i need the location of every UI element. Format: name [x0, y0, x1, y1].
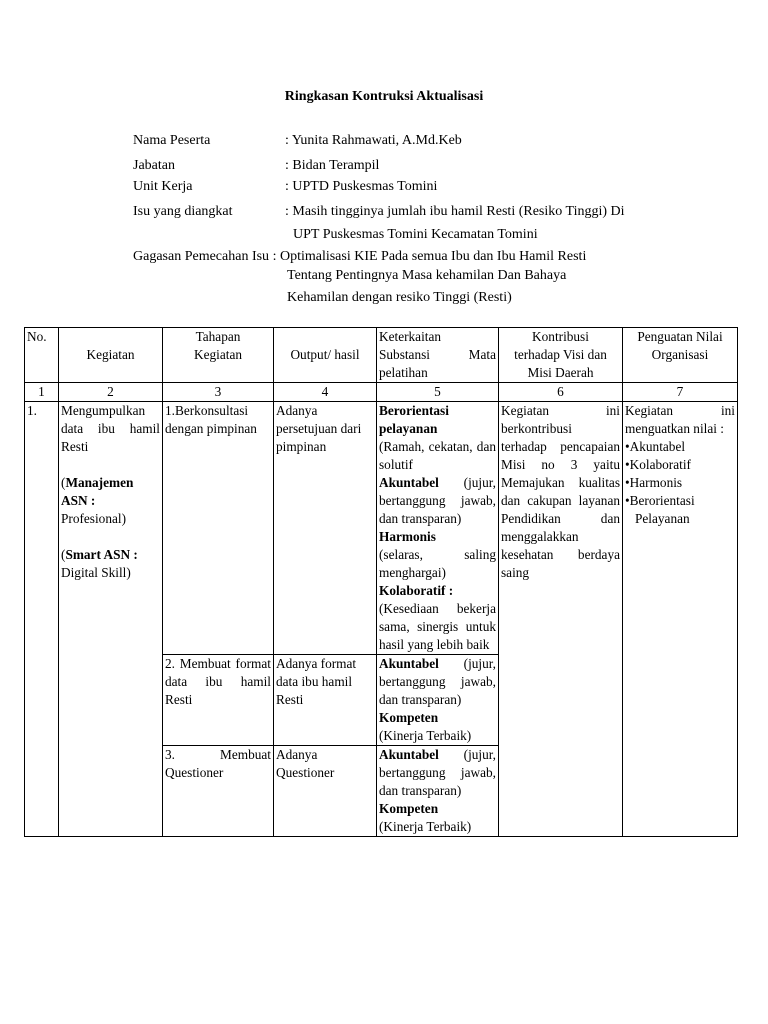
nama-label: Nama Peserta	[133, 133, 211, 148]
kontribusi-cell: Kegiatan ini berkontribusi terhadap pencapaian Misi no 3 yaitu Memajukan kualitas dan cakupan layanan Pendidikan dan menggalakkan kesehatan berdaya saing	[499, 402, 623, 837]
list-item: • Kolaboratif	[625, 456, 735, 474]
jabatan-label: Jabatan	[133, 158, 175, 173]
substansi-cell: Akuntabel (jujur, bertanggung jawab, dan transparan) Kompeten (Kinerja Terbaik)	[377, 655, 499, 746]
substansi-value: Akuntabel	[379, 656, 439, 671]
isu-label: Isu yang diangkat	[133, 204, 233, 219]
info-isu	[133, 202, 625, 222]
header-output: Output/ hasil	[274, 328, 377, 383]
header-kontribusi: Kontribusi terhadap Visi dan Misi Daerah	[499, 328, 623, 383]
unit-label: Unit Kerja	[133, 179, 193, 194]
kegiatan-agenda-2: (Smart ASN : Digital Skill)	[61, 547, 138, 580]
unit-value: : UPTD Puskesmas Tomini	[285, 179, 438, 194]
list-item: • Berorientasi Pelayanan	[625, 492, 735, 528]
output-cell: Adanya Questioner	[274, 746, 377, 837]
tahapan-cell: 1.Berkonsultasi dengan pimpinan	[163, 402, 274, 655]
col-number: 3	[163, 383, 274, 402]
row-number: 1.	[25, 402, 59, 837]
list-item: • Akuntabel	[625, 438, 735, 456]
nilai-list	[625, 438, 735, 528]
gagasan-label: Gagasan Pemecahan Isu	[133, 249, 270, 264]
substansi-value: Berorientasi pelayanan	[379, 403, 449, 436]
tahapan-cell: 2. Membuat format data ibu hamil Resti	[163, 655, 274, 746]
substansi-value: Akuntabel	[379, 475, 439, 490]
info-jabatan	[133, 156, 379, 176]
col-number: 4	[274, 383, 377, 402]
kegiatan-cell	[59, 402, 163, 837]
col-number: 7	[623, 383, 738, 402]
header-kegiatan: Kegiatan	[59, 328, 163, 383]
header-tahapan: Tahapan Kegiatan	[163, 328, 274, 383]
aktualisasi-table	[24, 327, 738, 837]
gagasan-value-line2: Tentang Pentingnya Masa kehamilan Dan Bahaya	[287, 268, 567, 283]
substansi-value: Kompeten	[379, 801, 439, 816]
header-no: No.	[25, 328, 59, 383]
substansi-value: Harmonis	[379, 529, 436, 544]
substansi-cell: Berorientasi pelayanan (Ramah, cekatan, dan solutif Akuntabel (jujur, bertanggung jawab, dan transparan) Harmonis (selaras, saling menghargai) Kolaboratif : (Kesediaan bekerja sama, sinergis untuk hasil yang lebih baik	[377, 402, 499, 655]
document-title: Ringkasan Kontruksi Aktualisasi	[284, 89, 484, 104]
penguatan-cell: Kegiatan ini menguatkan nilai : • Akuntabel • Kolaboratif • Harmonis • Berorientasi Pelayanan	[623, 402, 738, 837]
isu-value-line2: UPT Puskesmas Tomini Kecamatan Tomini	[293, 227, 538, 242]
nama-value: : Yunita Rahmawati, A.Md.Keb	[285, 133, 462, 148]
gagasan-value-line3: Kehamilan dengan resiko Tinggi (Resti)	[287, 290, 512, 305]
substansi-value: Kompeten	[379, 710, 439, 725]
header-penguatan: Penguatan Nilai Organisasi	[623, 328, 738, 383]
isu-value-line1: : Masih tingginya jumlah ibu hamil Resti (Resiko Tinggi) Di	[285, 204, 625, 219]
output-cell: Adanya format data ibu hamil Resti	[274, 655, 377, 746]
tahapan-cell: 3. Membuat Questioner	[163, 746, 274, 837]
gagasan-value-line1: : Optimalisasi KIE Pada semua Ibu dan Ibu Hamil Resti	[272, 249, 587, 264]
col-number: 5	[377, 383, 499, 402]
info-gagasan	[133, 247, 586, 267]
col-number: 2	[59, 383, 163, 402]
table-row	[25, 402, 738, 655]
info-unit	[133, 177, 437, 197]
substansi-value: Akuntabel	[379, 747, 439, 762]
list-item: • Harmonis	[625, 474, 735, 492]
col-number: 6	[499, 383, 623, 402]
column-number-row	[25, 383, 738, 402]
info-nama	[133, 131, 462, 151]
col-number: 1	[25, 383, 59, 402]
kegiatan-agenda-1: (Manajemen ASN : Profesional)	[61, 475, 134, 526]
header-row	[25, 328, 738, 383]
substansi-cell: Akuntabel (jujur, bertanggung jawab, dan transparan) Kompeten (Kinerja Terbaik)	[377, 746, 499, 837]
substansi-value: Kolaboratif :	[379, 583, 454, 598]
header-keterkaitan: Keterkaitan Substansi Mata pelatihan	[377, 328, 499, 383]
kegiatan-text: Mengumpulkan data ibu hamil Resti	[61, 403, 160, 454]
jabatan-value: : Bidan Terampil	[285, 158, 380, 173]
output-cell: Adanya persetujuan dari pimpinan	[274, 402, 377, 655]
